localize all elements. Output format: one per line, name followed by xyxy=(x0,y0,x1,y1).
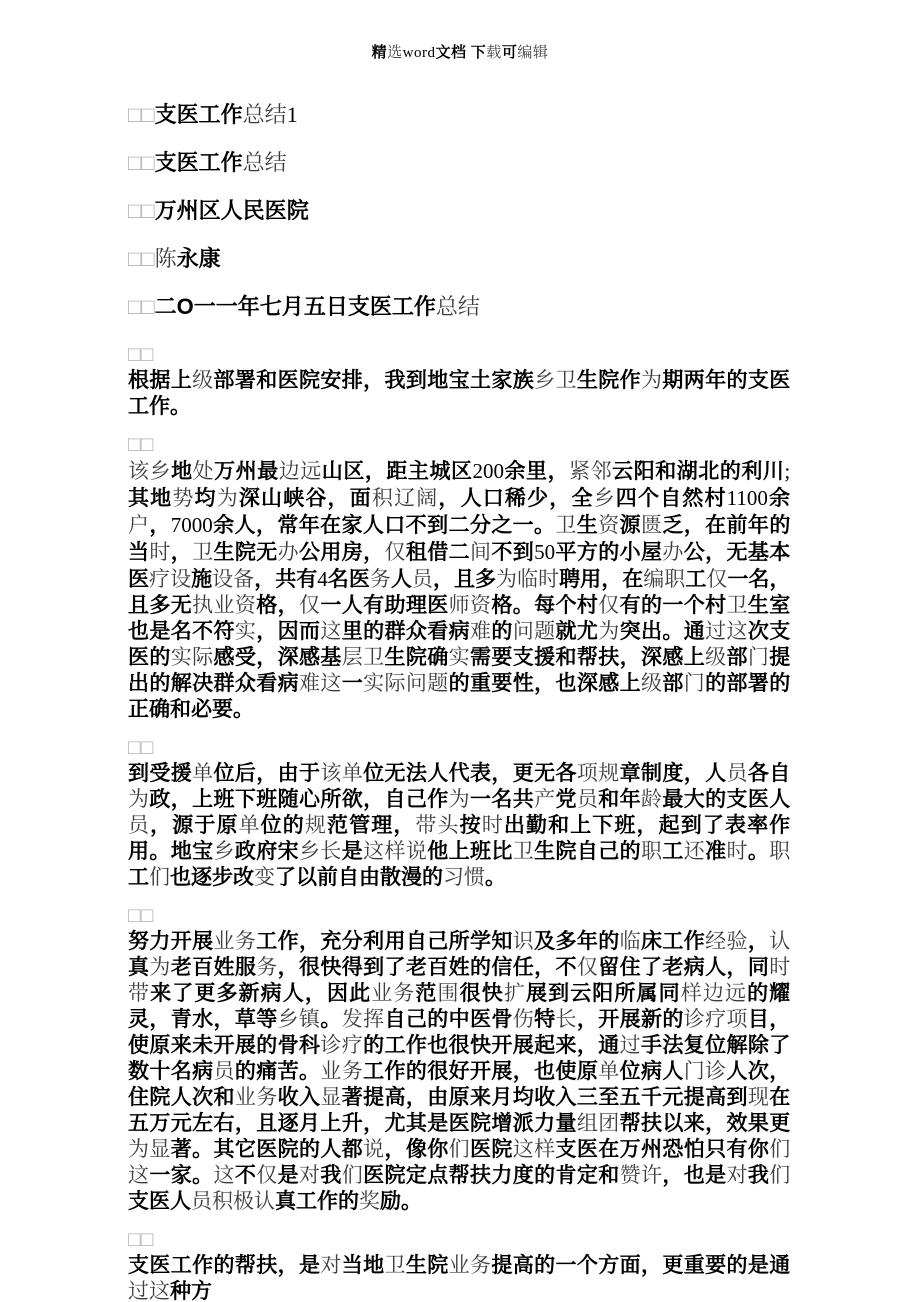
title-line-author xyxy=(128,246,790,272)
document-header xyxy=(0,0,920,62)
paragraph-text: 支医工作的帮扶，是对当地卫生院业务提高的一个方面，更重要的是通过这种方 xyxy=(128,1254,791,1302)
title-line-2 xyxy=(128,150,790,176)
title-line-hospital xyxy=(128,198,790,224)
title-text: □□万州区人民医院 xyxy=(128,198,309,223)
paragraph-2 xyxy=(128,432,790,723)
paragraph-indent-marker: □□ xyxy=(128,904,154,927)
paragraph-text: 到受援单位后，由于该单位无法人代表，更无各项规章制度，人员各自为政，上班下班随心所欲，自己作为一名共产党员和年龄最大的支医人员，源于原单位的规范管理，带头按时出勤和上下班，起到了表率作用。地宝乡政府宋乡长是这样说他上班比卫生院自己的职工还准时。职工们也逐步改变了以前自由散漫的习惯。 xyxy=(128,762,791,889)
paragraph-indent-marker: □□ xyxy=(128,343,154,366)
paragraph-text: 该乡地处万州最边远山区，距主城区200余里，紧邻云阳和湖北的利川;其地势均为深山峡谷，面积辽阔，人口稀少，全乡四个自然村1100余户，7000余人，常年在家人口不到二分之一。卫生资源匮乏，在前年的当时，卫生院无办公用房，仅租借二间不到50平方的小屋办公，无基本医疗设施设备，共有4名医务人员，且多为临时聘用，在编职工仅一名，且多无执业资格，仅一人有助理医师资格。每个村仅有的一个村卫生室也是名不符实，因而这里的群众看病难的问题就尤为突出。通过这次支医的实际感受，深感基层卫生院确实需要支援和帮扶，深感上级部门提出的解决群众看病难这一实际问题的重要性，也深感上级部门的部署的正确和必要。 xyxy=(128,459,791,721)
header-watermark-text: 精选word文档 下载可编辑 xyxy=(371,44,549,61)
title-text: □□支医工作总结 xyxy=(128,150,287,175)
title-text: □□支医工作总结1 xyxy=(128,102,298,127)
paragraph-3 xyxy=(128,735,790,891)
title-line-date xyxy=(128,294,790,320)
paragraph-indent-marker: □□ xyxy=(128,433,154,456)
paragraph-indent-marker: □□ xyxy=(128,1228,154,1251)
title-line-1 xyxy=(128,102,790,128)
paragraph-text: 根据上级部署和医院安排，我到地宝土家族乡卫生院作为期两年的支医工作。 xyxy=(128,369,791,418)
title-text: □□二О一一年七月五日支医工作总结 xyxy=(128,294,480,319)
paragraph-5 xyxy=(128,1227,790,1302)
paragraph-1 xyxy=(128,342,790,420)
paragraph-text: 努力开展业务工作，充分利用自己所学知识及多年的临床工作经验，认真为老百姓服务，很快得到了老百姓的信任，不仅留住了老病人，同时带来了更多新病人，因此业务范围很快扩展到云阳所属同样边远的耀灵，青水，草等乡镇。发挥自己的中医骨伤特长，开展新的诊疗项目，使原来未开展的骨科诊疗的工作也很快开展起来，通过手法复位解除了数十名病员的痛苦。业务工作的很好开展，也使原单位病人门诊人次，住院人次和业务收入显著提高，由原来月均收入三至五千元提高到现在五万元左右，且逐月上升，尤其是医院增派力量组团帮扶以来，效果更为显著。其它医院的人都说，像你们医院这样支医在万州恐怕只有你们这一家。这不仅是对我们医院定点帮扶力度的肯定和赞许，也是对我们支医人员积极认真工作的奖励。 xyxy=(128,930,791,1213)
document-body xyxy=(128,102,790,1302)
paragraph-indent-marker: □□ xyxy=(128,736,154,759)
title-text: □□陈永康 xyxy=(128,246,221,271)
paragraph-4 xyxy=(128,903,790,1215)
